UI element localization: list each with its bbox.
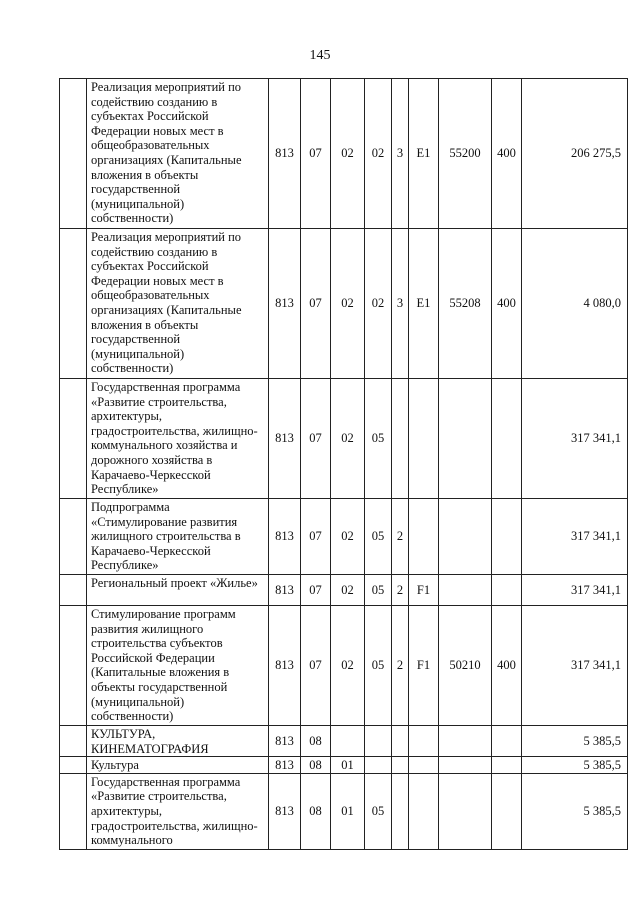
subsection-code-cell: 02 [331, 606, 365, 726]
description-cell: Государственная программа «Развитие строительства, архитектуры, градостроительства, жилищно-коммунального [87, 773, 269, 849]
table-row [60, 757, 628, 774]
expense-type-cell [492, 757, 522, 774]
project-code-cell: E1 [409, 79, 439, 229]
number-cell [60, 229, 87, 379]
description-cell: Государственная программа «Развитие строительства, архитектуры, градостроительства, жилищно-коммунального хозяйства и дорожного хозяйства в Карачаево-Черкесской Республике» [87, 379, 269, 499]
program-code-cell: 05 [365, 575, 392, 606]
section-code-cell: 08 [301, 757, 331, 774]
subprogram-code-cell: 3 [392, 229, 409, 379]
description-cell: Культура [87, 757, 269, 774]
program-code-cell: 05 [365, 773, 392, 849]
table-row [60, 726, 628, 757]
table-row [60, 229, 628, 379]
subprogram-code-cell: 2 [392, 606, 409, 726]
direction-code-cell [439, 379, 492, 499]
description-cell: Стимулирование программ развития жилищного строительства субъектов Российской Федерации (Капитальные вложения в объекты государственной (муниципальной) собственности) [87, 606, 269, 726]
number-cell [60, 726, 87, 757]
project-code-cell: F1 [409, 606, 439, 726]
budget-table [59, 78, 628, 850]
expense-type-cell [492, 379, 522, 499]
project-code-cell [409, 379, 439, 499]
subsection-code-cell: 02 [331, 575, 365, 606]
program-code-cell: 02 [365, 229, 392, 379]
page-number: 145 [309, 48, 331, 63]
direction-code-cell [439, 726, 492, 757]
program-code-cell [365, 757, 392, 774]
project-code-cell [409, 757, 439, 774]
subprogram-code-cell: 2 [392, 575, 409, 606]
description-cell: Реализация мероприятий по содействию созданию в субъектах Российской Федерации новых мест в общеобразовательных организациях (Капитальные вложения в объекты государственной (муниципальной) собственности) [87, 229, 269, 379]
expense-type-cell [492, 773, 522, 849]
subsection-code-cell: 01 [331, 773, 365, 849]
direction-code-cell: 55200 [439, 79, 492, 229]
program-code-cell: 05 [365, 499, 392, 575]
direction-code-cell: 55208 [439, 229, 492, 379]
number-cell [60, 575, 87, 606]
ministry-code-cell: 813 [269, 575, 301, 606]
amount-cell: 4 080,0 [522, 229, 628, 379]
expense-type-cell: 400 [492, 229, 522, 379]
description-cell: Региональный проект «Жилье» [87, 575, 269, 606]
number-cell [60, 499, 87, 575]
number-cell [60, 79, 87, 229]
description-cell: Реализация мероприятий по содействию созданию в субъектах Российской Федерации новых мест в общеобразовательных организациях (Капитальные вложения в объекты государственной (муниципальной) собственности) [87, 79, 269, 229]
ministry-code-cell: 813 [269, 773, 301, 849]
section-code-cell: 08 [301, 773, 331, 849]
subprogram-code-cell [392, 773, 409, 849]
table-row [60, 773, 628, 849]
section-code-cell: 07 [301, 606, 331, 726]
program-code-cell: 02 [365, 79, 392, 229]
table-row [60, 379, 628, 499]
section-code-cell: 07 [301, 499, 331, 575]
ministry-code-cell: 813 [269, 229, 301, 379]
expense-type-cell [492, 726, 522, 757]
project-code-cell [409, 726, 439, 757]
direction-code-cell [439, 499, 492, 575]
amount-cell: 206 275,5 [522, 79, 628, 229]
subsection-code-cell: 02 [331, 499, 365, 575]
amount-cell: 317 341,1 [522, 379, 628, 499]
ministry-code-cell: 813 [269, 499, 301, 575]
program-code-cell: 05 [365, 379, 392, 499]
direction-code-cell [439, 773, 492, 849]
direction-code-cell [439, 757, 492, 774]
amount-cell: 5 385,5 [522, 726, 628, 757]
number-cell [60, 757, 87, 774]
section-code-cell: 07 [301, 79, 331, 229]
subsection-code-cell: 01 [331, 757, 365, 774]
section-code-cell: 08 [301, 726, 331, 757]
number-cell [60, 606, 87, 726]
table-row [60, 79, 628, 229]
amount-cell: 5 385,5 [522, 757, 628, 774]
amount-cell: 5 385,5 [522, 773, 628, 849]
ministry-code-cell: 813 [269, 757, 301, 774]
subprogram-code-cell [392, 379, 409, 499]
amount-cell: 317 341,1 [522, 499, 628, 575]
project-code-cell: F1 [409, 575, 439, 606]
project-code-cell: E1 [409, 229, 439, 379]
project-code-cell [409, 499, 439, 575]
table-row [60, 606, 628, 726]
subsection-code-cell: 02 [331, 379, 365, 499]
subprogram-code-cell [392, 757, 409, 774]
section-code-cell: 07 [301, 229, 331, 379]
ministry-code-cell: 813 [269, 726, 301, 757]
program-code-cell: 05 [365, 606, 392, 726]
subsection-code-cell: 02 [331, 79, 365, 229]
expense-type-cell [492, 575, 522, 606]
number-cell [60, 773, 87, 849]
expense-type-cell: 400 [492, 606, 522, 726]
ministry-code-cell: 813 [269, 79, 301, 229]
number-cell [60, 379, 87, 499]
table-row [60, 499, 628, 575]
description-cell: Подпрограмма «Стимулирование развития жилищного строительства в Карачаево-Черкесской Республике» [87, 499, 269, 575]
section-code-cell: 07 [301, 575, 331, 606]
subsection-code-cell [331, 726, 365, 757]
subprogram-code-cell: 3 [392, 79, 409, 229]
program-code-cell [365, 726, 392, 757]
ministry-code-cell: 813 [269, 606, 301, 726]
description-cell: КУЛЬТУРА, КИНЕМАТОГРАФИЯ [87, 726, 269, 757]
project-code-cell [409, 773, 439, 849]
expense-type-cell [492, 499, 522, 575]
amount-cell: 317 341,1 [522, 575, 628, 606]
ministry-code-cell: 813 [269, 379, 301, 499]
section-code-cell: 07 [301, 379, 331, 499]
direction-code-cell: 50210 [439, 606, 492, 726]
subprogram-code-cell [392, 726, 409, 757]
amount-cell: 317 341,1 [522, 606, 628, 726]
subsection-code-cell: 02 [331, 229, 365, 379]
subprogram-code-cell: 2 [392, 499, 409, 575]
direction-code-cell [439, 575, 492, 606]
table-row [60, 575, 628, 606]
expense-type-cell: 400 [492, 79, 522, 229]
